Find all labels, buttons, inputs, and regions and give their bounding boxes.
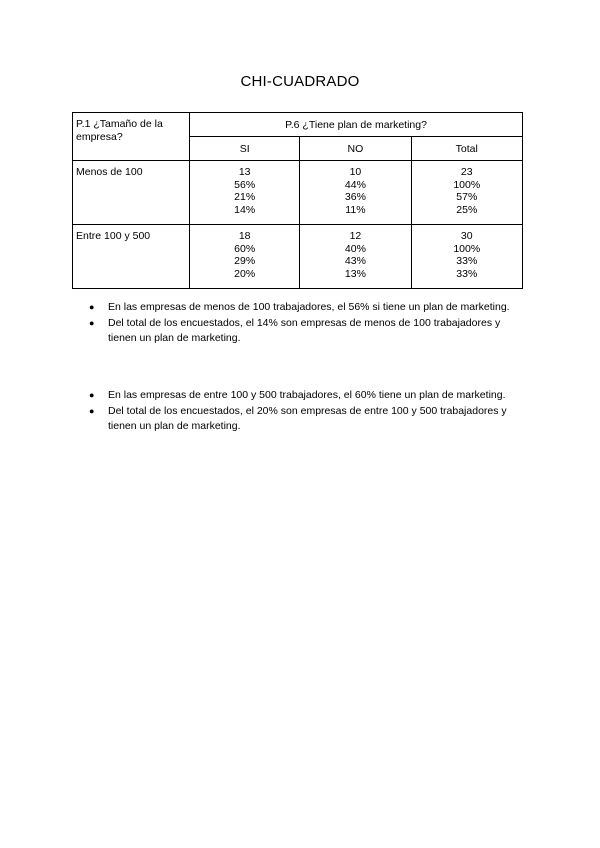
cell-row-pct: 44%	[344, 178, 366, 191]
cell-total-pct: 13%	[344, 267, 366, 280]
row-label-entre-100-500: Entre 100 y 500	[73, 225, 190, 289]
crosstab-table	[72, 112, 523, 289]
cell-row-pct: 56%	[234, 178, 256, 191]
cell-entre-100-500-no	[300, 225, 411, 289]
note-text: Del total de los encuestados, el 20% son empresas de entre 100 y 500 trabajadores y tienen un plan de marketing.	[108, 405, 507, 432]
row-label-menos-100: Menos de 100	[73, 161, 190, 225]
row-variable-header: P.1 ¿Tamaño de la empresa?	[73, 113, 190, 161]
bullet-icon: ●	[89, 318, 95, 328]
table-row	[73, 161, 523, 225]
cell-col-pct: 57%	[456, 191, 478, 203]
cell-col-pct: 43%	[344, 255, 366, 267]
cell-col-pct: 33%	[456, 255, 478, 267]
cell-count: 18	[238, 230, 251, 242]
cell-col-pct: 21%	[234, 191, 256, 203]
cell-row-pct: 100%	[453, 242, 481, 255]
cell-count: 13	[238, 166, 251, 178]
column-header-no: NO	[300, 137, 411, 161]
bullet-icon: ●	[89, 406, 95, 416]
column-variable-header: P.6 ¿Tiene plan de marketing?	[190, 113, 523, 137]
cell-menos-100-no	[300, 161, 411, 225]
column-header-total: Total	[411, 137, 522, 161]
cell-entre-100-500-si	[190, 225, 300, 289]
cell-menos-100-total	[411, 161, 522, 225]
column-header-si: SI	[190, 137, 300, 161]
cell-col-pct: 29%	[234, 255, 256, 267]
cell-total-pct: 33%	[456, 267, 478, 280]
table-row	[73, 225, 523, 289]
note-text: Del total de los encuestados, el 14% son empresas de menos de 100 trabajadores y tienen un plan de marketing.	[108, 317, 501, 344]
cell-total-pct: 11%	[345, 203, 366, 216]
cell-row-pct: 60%	[234, 242, 256, 255]
note-text: En las empresas de entre 100 y 500 trabajadores, el 60% tiene un plan de marketing.	[108, 389, 506, 401]
bullet-icon: ●	[89, 302, 95, 312]
cell-count: 23	[460, 166, 473, 178]
notes-list-entre-100-500	[88, 388, 528, 435]
notes-list-menos-100	[88, 300, 528, 347]
bullet-icon: ●	[89, 390, 95, 400]
cell-total-pct: 25%	[456, 203, 478, 216]
cell-count: 30	[460, 230, 473, 242]
cell-col-pct: 36%	[344, 191, 366, 203]
cell-menos-100-si	[190, 161, 300, 225]
cell-total-pct: 14%	[234, 203, 256, 216]
list-item	[88, 404, 528, 434]
cell-row-pct: 40%	[344, 242, 366, 255]
cell-count: 10	[349, 166, 362, 178]
cell-row-pct: 100%	[453, 178, 481, 191]
cell-count: 12	[349, 230, 362, 242]
cell-entre-100-500-total	[411, 225, 522, 289]
cell-total-pct: 20%	[234, 267, 256, 280]
list-item	[88, 300, 528, 315]
list-item	[88, 388, 528, 403]
page-title: CHI-CUADRADO	[240, 73, 360, 90]
list-item	[88, 316, 528, 346]
note-text: En las empresas de menos de 100 trabajadores, el 56% si tiene un plan de marketing.	[108, 301, 510, 313]
